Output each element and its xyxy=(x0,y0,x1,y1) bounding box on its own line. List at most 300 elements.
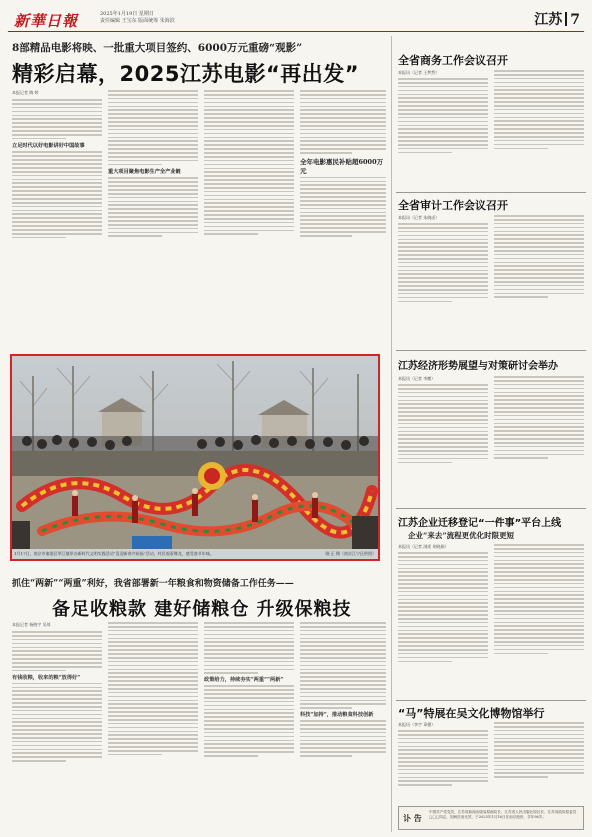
text-line xyxy=(108,665,198,667)
text-line xyxy=(398,661,452,663)
text-line xyxy=(12,155,102,157)
text-line xyxy=(398,384,488,386)
article-enterprise-title[interactable]: 江苏企业迁移登记“一件事”平台上线 xyxy=(398,518,562,529)
text-line xyxy=(494,753,584,755)
text-line xyxy=(12,225,102,227)
text-line xyxy=(300,751,386,753)
text-line xyxy=(494,101,584,103)
text-line xyxy=(204,98,294,100)
text-line xyxy=(300,653,386,655)
text-line xyxy=(494,262,584,264)
text-line xyxy=(12,725,102,727)
article-economy-byline: 本报讯（记者 李鹏） xyxy=(398,376,436,381)
text-line xyxy=(398,552,488,554)
text-line xyxy=(12,702,102,704)
article-enterprise-byline: 本报讯（记者 浏延 胡晓娟） xyxy=(398,544,449,549)
text-line xyxy=(204,697,294,699)
text-line xyxy=(204,171,294,173)
text-line xyxy=(108,129,198,131)
text-line xyxy=(398,575,488,577)
text-line xyxy=(398,144,488,146)
text-line xyxy=(204,125,294,127)
text-line xyxy=(398,128,488,130)
article-economy-col2 xyxy=(494,376,584,496)
text-line xyxy=(398,223,488,225)
text-line xyxy=(494,419,584,421)
text-line xyxy=(300,181,386,183)
text-line xyxy=(494,376,584,378)
text-line xyxy=(494,602,584,604)
text-line xyxy=(204,693,294,695)
text-line xyxy=(204,140,294,142)
text-line xyxy=(300,121,386,123)
article-audit-title[interactable]: 全省审计工作会议召开 xyxy=(398,199,508,212)
newspaper-logo: 新華日報 xyxy=(14,12,79,30)
text-line xyxy=(108,680,198,682)
text-line xyxy=(494,242,584,244)
text-line xyxy=(204,183,294,185)
text-line xyxy=(398,403,488,405)
text-line xyxy=(398,227,488,229)
text-line xyxy=(300,630,386,632)
article-museum-title[interactable]: “马”特展在吴文化博物馆举行 xyxy=(398,707,545,720)
news-photo[interactable] xyxy=(10,354,380,561)
text-line xyxy=(494,231,584,233)
text-line xyxy=(494,223,584,225)
text-line xyxy=(204,665,294,667)
text-line xyxy=(300,148,386,150)
text-line xyxy=(12,126,102,128)
text-line xyxy=(398,258,488,260)
text-line xyxy=(494,575,584,577)
text-line xyxy=(204,152,294,154)
text-line xyxy=(108,148,198,150)
text-line xyxy=(12,163,102,165)
grain-headline[interactable]: 备足收粮款 建好储粮仓 升级保粮技 xyxy=(52,599,352,620)
lead-subtitle: 8部精品电影将映、一批重大项目签约、6000万元重磅“观影” xyxy=(12,42,303,54)
text-line xyxy=(398,113,488,115)
text-line xyxy=(12,635,102,637)
text-line xyxy=(494,132,584,134)
text-line xyxy=(494,625,584,627)
text-line xyxy=(204,137,294,139)
text-line xyxy=(494,234,584,236)
text-line xyxy=(108,731,198,733)
text-line xyxy=(300,680,386,682)
text-line xyxy=(494,722,584,724)
text-line xyxy=(12,745,102,747)
text-line xyxy=(300,669,386,671)
text-line xyxy=(398,90,488,92)
text-line xyxy=(108,220,198,222)
text-line xyxy=(204,685,294,687)
text-line xyxy=(494,388,584,390)
text-line xyxy=(398,97,488,99)
text-line xyxy=(494,769,584,771)
text-line xyxy=(398,446,488,448)
text-line xyxy=(108,707,198,709)
text-line xyxy=(494,109,584,111)
text-line xyxy=(494,637,584,639)
text-line xyxy=(12,639,102,641)
text-line xyxy=(108,719,198,721)
text-line xyxy=(108,692,198,694)
text-line xyxy=(12,756,102,758)
text-line xyxy=(494,380,584,382)
text-line xyxy=(300,184,386,186)
text-line xyxy=(108,649,198,651)
text-line xyxy=(398,769,488,771)
text-line xyxy=(398,254,488,256)
text-line xyxy=(494,105,584,107)
text-line xyxy=(398,761,488,763)
text-line xyxy=(398,458,488,460)
text-line xyxy=(300,672,386,674)
text-line xyxy=(204,638,294,640)
text-line xyxy=(300,177,386,179)
text-line xyxy=(494,587,584,589)
text-line xyxy=(12,710,102,712)
text-line xyxy=(398,235,488,237)
text-line xyxy=(204,622,294,624)
text-line xyxy=(300,196,386,198)
text-line xyxy=(398,657,488,659)
article-enterprise-col1 xyxy=(398,544,488,674)
text-line xyxy=(204,179,294,181)
lead-column-3 xyxy=(204,90,294,348)
text-line xyxy=(398,454,488,456)
text-line xyxy=(204,133,294,135)
text-line xyxy=(108,224,198,226)
text-line xyxy=(494,74,584,76)
text-line xyxy=(494,136,584,138)
text-line xyxy=(494,556,584,558)
text-line xyxy=(12,151,102,153)
text-line xyxy=(108,181,198,183)
text-line xyxy=(398,641,488,643)
text-line xyxy=(494,579,584,581)
text-line xyxy=(398,777,488,779)
text-line xyxy=(204,148,294,150)
text-line xyxy=(300,732,386,734)
text-line xyxy=(12,206,102,208)
divider xyxy=(396,350,586,351)
text-line xyxy=(300,703,386,705)
grain-subhead-1: 有钱收粮，收来的粮“放得好” xyxy=(12,674,81,681)
text-line xyxy=(300,728,386,730)
text-line xyxy=(108,742,198,744)
text-line xyxy=(108,137,198,139)
text-line xyxy=(398,148,488,150)
divider xyxy=(396,192,586,193)
divider xyxy=(396,508,586,509)
text-line xyxy=(204,732,294,734)
text-line xyxy=(300,634,386,636)
text-line xyxy=(494,277,584,279)
text-line xyxy=(494,629,584,631)
text-line xyxy=(494,567,584,569)
text-line xyxy=(12,159,102,161)
text-line xyxy=(204,210,294,212)
text-line xyxy=(204,113,294,115)
text-line xyxy=(398,773,488,775)
text-line xyxy=(494,86,584,88)
text-line xyxy=(494,765,584,767)
text-line xyxy=(398,653,488,655)
text-line xyxy=(494,82,584,84)
text-line xyxy=(204,206,294,208)
text-line xyxy=(398,121,488,123)
text-line xyxy=(494,281,584,283)
text-line xyxy=(398,297,488,299)
text-line xyxy=(12,115,102,117)
text-line xyxy=(300,90,386,92)
text-line xyxy=(204,218,294,220)
text-line xyxy=(204,634,294,636)
text-line xyxy=(204,222,294,224)
text-line xyxy=(494,544,584,546)
text-line xyxy=(12,658,102,660)
text-line xyxy=(398,734,488,736)
text-line xyxy=(398,579,488,581)
text-line xyxy=(398,239,488,241)
text-line xyxy=(494,148,548,150)
text-line xyxy=(108,160,198,162)
text-line xyxy=(204,747,294,749)
text-line xyxy=(108,715,198,717)
text-line xyxy=(108,754,162,756)
text-line xyxy=(300,113,386,115)
text-line xyxy=(494,563,584,565)
text-line xyxy=(300,755,352,757)
text-line xyxy=(108,208,198,210)
text-line xyxy=(398,125,488,127)
text-line xyxy=(108,703,198,705)
text-line xyxy=(494,591,584,593)
text-line xyxy=(494,454,584,456)
text-line xyxy=(204,214,294,216)
lead-column-1 xyxy=(12,90,102,348)
page-number: 7 xyxy=(570,12,580,28)
text-line xyxy=(12,171,102,173)
text-line xyxy=(398,246,488,248)
text-line xyxy=(300,223,386,225)
article-commerce-col2 xyxy=(494,70,584,188)
text-line xyxy=(494,438,584,440)
text-line xyxy=(398,400,488,402)
text-line xyxy=(494,113,584,115)
text-line xyxy=(494,606,584,608)
text-line xyxy=(494,426,584,428)
text-line xyxy=(494,415,584,417)
text-line xyxy=(494,403,584,405)
article-commerce-col1 xyxy=(398,70,488,188)
text-line xyxy=(300,622,386,624)
grain-subhead-3: 科技“加持”，推动粮食科技创新 xyxy=(300,712,374,719)
lead-subhead-2: 重大项目聚焦电影生产全产业链 xyxy=(108,169,181,176)
text-line xyxy=(204,144,294,146)
text-line xyxy=(398,231,488,233)
text-line xyxy=(204,199,294,201)
text-line xyxy=(204,657,294,659)
text-line xyxy=(12,179,102,181)
text-line xyxy=(300,724,386,726)
text-line xyxy=(108,641,198,643)
text-line xyxy=(494,457,548,459)
text-line xyxy=(108,197,198,199)
text-line xyxy=(300,144,386,146)
text-line xyxy=(398,560,488,562)
text-line xyxy=(398,450,488,452)
text-line xyxy=(494,641,584,643)
text-line xyxy=(398,431,488,433)
text-line xyxy=(300,140,386,142)
text-line xyxy=(398,117,488,119)
text-line xyxy=(12,118,102,120)
text-line xyxy=(398,388,488,390)
text-line xyxy=(300,661,386,663)
text-line xyxy=(398,109,488,111)
text-line xyxy=(108,622,198,624)
text-line xyxy=(300,696,386,698)
photo-credit: 顾 正 摄（南京江宁区供图） xyxy=(325,551,376,556)
text-line xyxy=(108,661,198,663)
grain-column-1 xyxy=(12,622,102,832)
text-line xyxy=(300,125,386,127)
text-line xyxy=(494,93,584,95)
text-line xyxy=(494,776,548,778)
text-line xyxy=(398,434,488,436)
text-line xyxy=(204,724,294,726)
text-line xyxy=(108,653,198,655)
text-line xyxy=(12,662,102,664)
date-line-2: 责任编辑 王宝东 版面统筹 朱海滨 xyxy=(100,18,175,24)
text-line xyxy=(494,571,584,573)
text-line xyxy=(12,643,102,645)
text-line xyxy=(494,548,584,550)
lead-column-4 xyxy=(300,90,386,348)
text-line xyxy=(398,152,452,154)
text-line xyxy=(398,742,488,744)
text-line xyxy=(494,124,584,126)
text-line xyxy=(300,98,386,100)
text-line xyxy=(494,622,584,624)
text-line xyxy=(494,219,584,221)
text-line xyxy=(108,113,198,115)
text-line xyxy=(398,637,488,639)
text-line xyxy=(398,281,488,283)
text-line xyxy=(494,97,584,99)
text-line xyxy=(494,250,584,252)
text-line xyxy=(300,231,386,233)
text-line xyxy=(398,614,488,616)
article-economy-title[interactable]: 江苏经济形势展望与对策研讨会举办 xyxy=(398,361,558,372)
text-line xyxy=(300,641,386,643)
text-line xyxy=(204,129,294,131)
text-line xyxy=(300,692,386,694)
grain-column-4 xyxy=(300,622,386,832)
text-line xyxy=(494,442,584,444)
text-line xyxy=(12,706,102,708)
lead-subhead-3: 全年电影惠民补贴超6000万元 xyxy=(300,157,384,175)
masthead xyxy=(8,6,584,32)
text-line xyxy=(494,450,584,452)
text-line xyxy=(494,407,584,409)
text-line xyxy=(494,552,584,554)
text-line xyxy=(108,109,198,111)
text-line xyxy=(204,164,294,166)
text-line xyxy=(398,442,488,444)
date-line-1: 2025年1月19日 星期日 xyxy=(100,11,154,17)
text-line xyxy=(494,583,584,585)
text-line xyxy=(494,633,584,635)
text-line xyxy=(398,595,488,597)
section-label xyxy=(534,9,580,29)
text-line xyxy=(398,630,488,632)
text-line xyxy=(204,187,294,189)
section-name: 江苏 xyxy=(534,12,563,28)
text-line xyxy=(300,152,352,154)
text-line xyxy=(108,133,198,135)
text-line xyxy=(398,730,488,732)
text-line xyxy=(108,216,198,218)
text-line xyxy=(494,258,584,260)
text-line xyxy=(494,120,584,122)
text-line xyxy=(108,102,198,104)
grain-subhead-2: 政策给力，持续夯实“两重”“两新” xyxy=(204,677,284,684)
text-line xyxy=(204,175,294,177)
text-line xyxy=(494,269,584,271)
text-line xyxy=(494,645,584,647)
text-line xyxy=(12,210,102,212)
text-line xyxy=(108,164,162,166)
text-line xyxy=(204,121,294,123)
text-line xyxy=(12,190,102,192)
text-line xyxy=(494,730,584,732)
text-line xyxy=(12,130,102,132)
text-line xyxy=(398,277,488,279)
text-line xyxy=(108,738,198,740)
text-line xyxy=(204,191,294,193)
text-line xyxy=(398,250,488,252)
text-line xyxy=(204,661,294,663)
text-line xyxy=(300,707,352,709)
text-line xyxy=(398,649,488,651)
text-line xyxy=(12,654,102,656)
text-line xyxy=(494,273,584,275)
text-line xyxy=(398,411,488,413)
text-line xyxy=(12,233,102,235)
text-line xyxy=(494,649,584,651)
text-line xyxy=(108,723,198,725)
text-line xyxy=(494,89,584,91)
text-line xyxy=(108,228,198,230)
text-line xyxy=(108,638,198,640)
text-line xyxy=(398,618,488,620)
text-line xyxy=(12,217,102,219)
text-line xyxy=(300,129,386,131)
text-line xyxy=(12,650,102,652)
article-commerce-title[interactable]: 全省商务工作会议召开 xyxy=(398,54,508,67)
text-line xyxy=(398,591,488,593)
lead-headline[interactable]: 精彩启幕，2025江苏电影“再出发” xyxy=(12,62,360,86)
text-line xyxy=(398,602,488,604)
text-line xyxy=(494,560,584,562)
text-line xyxy=(398,626,488,628)
text-line xyxy=(494,392,584,394)
text-line xyxy=(300,688,386,690)
text-line xyxy=(204,716,294,718)
